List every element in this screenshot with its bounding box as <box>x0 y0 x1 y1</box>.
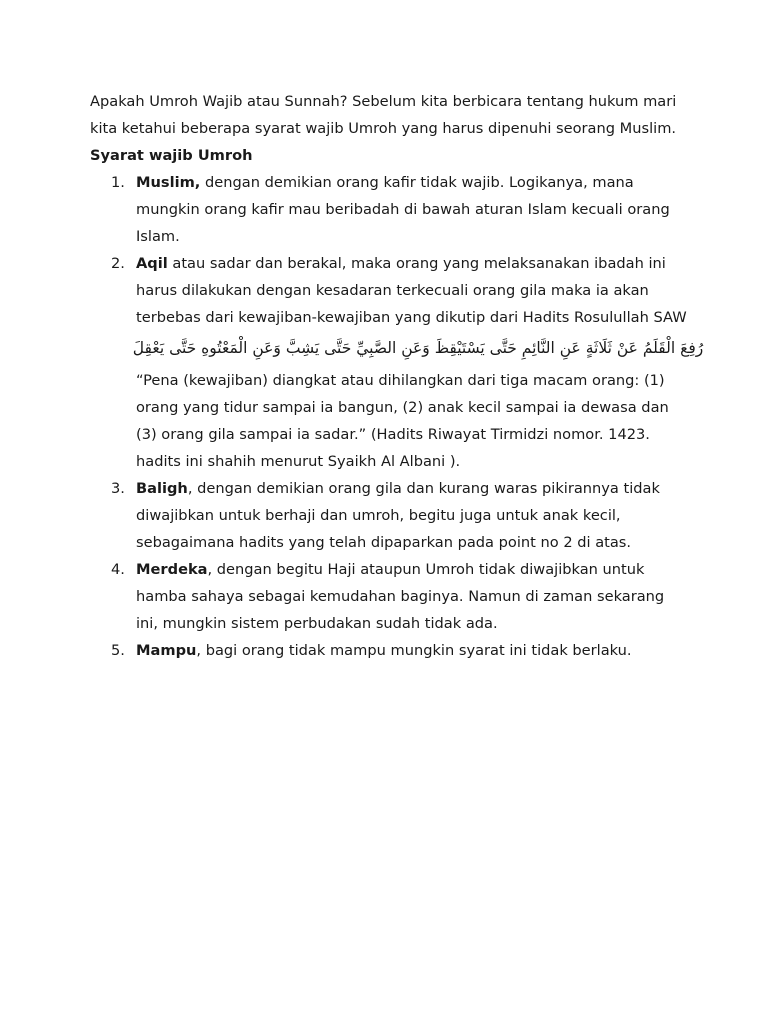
list-item-merdeka <box>90 556 690 637</box>
list-number: 2. <box>111 255 125 272</box>
list-item-aqil <box>90 250 704 475</box>
item-text: dengan demikian orang kafir tidak wajib. Logikanya, mana mungkin orang kafir mau beribadah di bawah aturan Islam kecuali orang Islam. <box>136 174 670 245</box>
list-item-baligh <box>90 475 690 556</box>
list-number: 4. <box>111 561 125 578</box>
term-aqil: Aqil <box>136 255 168 272</box>
requirements-list <box>90 169 704 664</box>
item-text: , dengan demikian orang gila dan kurang waras pikirannya tidak diwajibkan untuk berhaji dan umroh, begitu juga untuk anak kecil, sebagaimana hadits yang telah dipaparkan pada point no 2 di atas. <box>136 480 660 551</box>
document-page <box>90 88 704 664</box>
list-number: 5. <box>111 642 125 659</box>
arabic-hadith: رُفِعَ الْقَلَمُ عَنْ ثَلَاثَةٍ عَنِ النَّائِمِ حَتَّى يَسْتَيْقِظَ وَعَنِ الصَّبِيِّ حَتَّى يَشِبَّ وَعَنِ الْمَعْتُوهِ حَتَّى يَعْقِلَ <box>132 339 704 357</box>
list-item-mampu <box>90 637 690 664</box>
item-text: , bagi orang tidak mampu mungkin syarat ini tidak berlaku. <box>196 642 632 659</box>
list-number: 1. <box>111 174 125 191</box>
list-item-muslim <box>90 169 690 250</box>
hadith-translation: “Pena (kewajiban) diangkat atau dihilangkan dari tiga macam orang: (1) orang yang tidur sampai ia bangun, (2) anak kecil sampai ia dewasa dan (3) orang gila sampai ia sadar.” (Hadits Riwayat Tirmidzi nomor. 1423. hadits ini shahih menurut Syaikh Al Albani ). <box>136 372 669 470</box>
intro-paragraph: Apakah Umroh Wajib atau Sunnah? Sebelum kita berbicara tentang hukum mari kita ketahui beberapa syarat wajib Umroh yang harus dipenuhi seorang Muslim. <box>90 93 677 137</box>
term-muslim: Muslim, <box>136 174 201 191</box>
list-number: 3. <box>111 480 125 497</box>
term-mampu: Mampu <box>136 642 197 659</box>
item-text: atau sadar dan berakal, maka orang yang melaksanakan ibadah ini harus dilakukan dengan kesadaran terkecuali orang gila maka ia akan terbebas dari kewajiban-kewajiban yang dikutip dari Hadits Rosulullah SAW <box>136 255 687 326</box>
item-text: , dengan begitu Haji ataupun Umroh tidak diwajibkan untuk hamba sahaya sebagai kemudahan baginya. Namun di zaman sekarang ini, mungkin sistem perbudakan sudah tidak ada. <box>136 561 665 632</box>
term-merdeka: Merdeka <box>136 561 208 578</box>
term-baligh: Baligh <box>136 480 188 497</box>
section-heading: Syarat wajib Umroh <box>90 147 253 164</box>
